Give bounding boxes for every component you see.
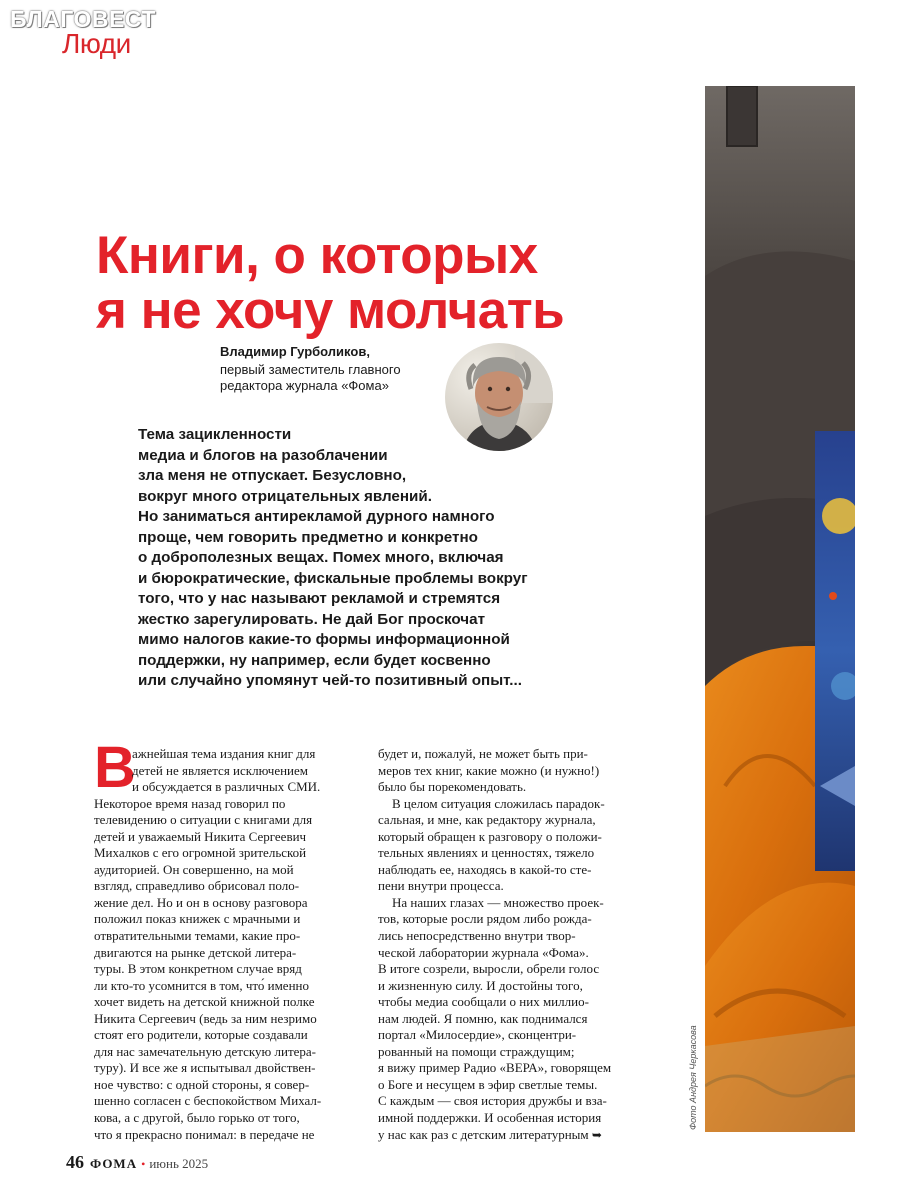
photo-credit: Фото Андрея Черкасова xyxy=(688,1025,698,1130)
lead-line: медиа и блогов на разоблачении xyxy=(138,446,388,464)
body-line: рованный на помощи страждущим; xyxy=(378,1043,575,1059)
body-line-text: у нас как раз с детским литературным xyxy=(378,1126,589,1142)
body-line: На наших глазах — множество проек- xyxy=(392,894,604,910)
body-line: Некоторое время назад говорил по xyxy=(94,795,286,811)
body-line: тельных явлениях и ценностях, тяжело xyxy=(378,845,595,861)
body-line: отвратительными темами, какие про- xyxy=(94,928,301,944)
body-line: туру). И все же я испытывал двойствен- xyxy=(94,1060,316,1076)
body-line: С каждым — своя история дружбы и вза- xyxy=(378,1093,607,1109)
body-line: Никита Сергеевич (ведь за ним незримо xyxy=(94,1010,317,1026)
body-line: детей не является исключением xyxy=(132,762,309,778)
body-line: ли кто-то усомнится в том, что́ именно xyxy=(94,977,309,993)
body-line: лись непосредственно внутри твор- xyxy=(378,928,576,944)
continue-arrow-icon: ➥ xyxy=(591,1127,602,1142)
body-line: портал «Милосердие», сконцентри- xyxy=(378,1027,577,1043)
lead-line: зла меня не отпускает. Безусловно, xyxy=(138,467,407,484)
lead-line: Тема зацикленности xyxy=(138,426,292,443)
body-line: имной поддержки. И особенная история xyxy=(378,1110,602,1126)
magazine-name: ФОМА xyxy=(90,1156,138,1171)
author-role-line: первый заместитель главного xyxy=(220,362,401,377)
body-line: взгляд, справедливо обрисовал поло- xyxy=(94,878,300,894)
body-line: хочет видеть на детской книжной полке xyxy=(94,994,315,1010)
lead-line: проще, чем говорить предметно и конкретно xyxy=(138,528,478,546)
body-line: для нас замечательную детскую литера- xyxy=(94,1043,316,1059)
body-line: ное чувство: с одной стороны, я совер- xyxy=(94,1076,310,1092)
body-line: наблюдать ее, находясь в какой-то сте- xyxy=(378,861,592,877)
lead-line: о доброполезных вещах. Помех много, включая xyxy=(138,549,504,566)
author-role xyxy=(220,362,440,394)
lead-line: жестко зарегулировать. Не дай Бог проскочат xyxy=(138,610,486,628)
body-line: В итоге созрели, выросли, обрели голос xyxy=(378,961,600,977)
cover-photo xyxy=(705,86,855,1132)
body-line: шенно согласен с беспокойством Михал- xyxy=(94,1093,322,1109)
watermark-logo: БЛАГОВЕСТ xyxy=(10,6,156,32)
body-line: будет и, пожалуй, не может быть при- xyxy=(378,746,588,761)
headline-line: Книги, о которых xyxy=(96,226,538,285)
body-line: и жизненную силу. И достойны того, xyxy=(378,977,583,993)
body-line: кова, а с другой, было горько от того, xyxy=(94,1110,300,1126)
body-line: аудиторией. Он совершенно, на мой xyxy=(94,861,294,877)
article-headline xyxy=(96,228,696,338)
body-line: ажнейшая тема издания книг для xyxy=(132,746,316,761)
body-column-1 xyxy=(94,746,362,1143)
body-line-last xyxy=(378,1127,646,1144)
footer-separator: • xyxy=(141,1157,146,1171)
body-line: о Боге и несущем в эфир светлые темы. xyxy=(378,1076,598,1092)
body-line: В целом ситуация сложилась парадок- xyxy=(392,795,605,811)
body-line: стоят его родители, которые создавали xyxy=(94,1027,308,1043)
drop-cap: В xyxy=(94,735,136,800)
section-label: Люди xyxy=(62,28,131,59)
photo-image xyxy=(705,86,855,1132)
lead-line: и бюрократические, фискальные проблемы вокруг xyxy=(138,569,528,587)
headline-line: я не хочу молчать xyxy=(96,281,565,340)
lead-line: поддержки, ну например, если будет косвенно xyxy=(138,651,491,669)
body-line: жение дел. Но и он в основу разговора xyxy=(94,894,308,910)
page-number: 46 xyxy=(66,1152,84,1172)
lead-line: того, что у нас называют рекламой и стремятся xyxy=(138,590,501,607)
lead-line: мимо налогов какие-то формы информационной xyxy=(138,631,510,648)
lead-line: или случайно упомянут чей-то позитивный опыт... xyxy=(138,672,522,689)
lead-line: Но заниматься антирекламой дурного намного xyxy=(138,508,495,525)
body-line: пени внутри процесса. xyxy=(378,878,504,894)
body-line: было бы порекомендовать. xyxy=(378,779,527,795)
body-line: нам людей. Я помню, как поднимался xyxy=(378,1010,588,1026)
page-footer xyxy=(66,1152,208,1173)
body-line: что я прекрасно понимал: в передаче не xyxy=(94,1126,315,1142)
body-line: сальная, и мне, как редактору журнала, xyxy=(378,812,596,828)
body-line: двигаются на рынке детской литера- xyxy=(94,944,297,960)
body-column-2 xyxy=(378,746,646,1143)
body-line: чтобы медиа сообщали о них миллио- xyxy=(378,994,589,1010)
body-line: я вижу пример Радио «ВЕРА», говорящем xyxy=(378,1060,612,1076)
body-line: телевидению о ситуации с книгами для xyxy=(94,812,313,828)
body-line: ческой лаборатории журнала «Фома». xyxy=(378,944,589,960)
body-line: который обращен к разговору о положи- xyxy=(378,828,602,844)
body-line: и обсуждается в различных СМИ. xyxy=(132,779,321,795)
lead-line: вокруг много отрицательных явлений. xyxy=(138,487,432,505)
issue-date: июнь 2025 xyxy=(149,1156,209,1171)
lead-paragraph xyxy=(138,425,578,692)
body-line: туры. В этом конкретном случае вряд xyxy=(94,961,302,977)
body-line: детей и уважаемый Никита Сергеевич xyxy=(94,828,307,844)
body-line: тов, которые росли рядом либо рожда- xyxy=(378,911,592,927)
body-line: Михалков с его огромной зрительской xyxy=(94,845,307,861)
author-role-line: редактора журнала «Фома» xyxy=(220,378,389,393)
author-name: Владимир Гурболиков, xyxy=(220,344,370,359)
body-line: положил показ книжек с мрачными и xyxy=(94,911,301,927)
body-line: меров тех книг, какие можно (и нужно!) xyxy=(378,762,600,778)
